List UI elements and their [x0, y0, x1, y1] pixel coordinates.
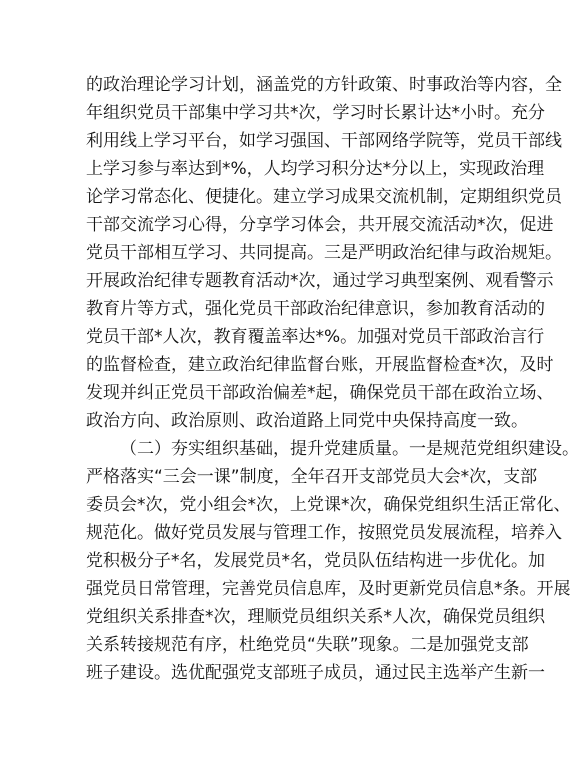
paragraph-line: 班子建设。选优配强党支部班子成员，通过民主选举产生新一 [86, 663, 545, 683]
paragraph-line: 党组织关系排查*次，理顺党员组织关系*人次，确保党员组织 [86, 607, 545, 627]
paragraph-line: 上学习参与率达到*%，人均学习积分达*分以上，实现政治理 [86, 159, 545, 179]
paragraph-line: 的监督检查，建立政治纪律监督台账，开展监督检查*次，及时 [86, 355, 554, 375]
paragraph-line: 干部交流学习心得，分享学习体会，共开展交流活动*次，促进 [86, 215, 554, 235]
paragraph-line: 委员会*次，党小组会*次，上党课*次，确保党组织生活正常化、 [86, 495, 571, 515]
section-heading-line: （二）夯实组织基础，提升党建质量。一是规范党组织建设。 [120, 439, 579, 459]
paragraph-line: 年组织党员干部集中学习共*次，学习时长累计达*小时。充分 [86, 103, 545, 123]
paragraph-line: 开展政治纪律专题教育活动*次，通过学习典型案例、观看警示 [86, 271, 554, 291]
paragraph-line: 利用线上学习平台，如学习强国、干部网络学院等，党员干部线 [86, 131, 562, 151]
paragraph-line: 政治方向、政治原则、政治道路上同党中央保持高度一致。 [86, 411, 528, 431]
paragraph-line: 关系转接规范有序，杜绝党员“失联”现象。二是加强党支部 [86, 635, 529, 655]
paragraph-line: 教育片等方式，强化党员干部政治纪律意识，参加教育活动的 [86, 299, 545, 319]
paragraph-line: 严格落实“三会一课”制度，全年召开支部党员大会*次，支部 [86, 467, 538, 487]
paragraph-line: 强党员日常管理，完善党员信息库，及时更新党员信息*条。开展 [86, 579, 571, 599]
paragraph-line: 规范化。做好党员发展与管理工作，按照党员发展流程，培养入 [86, 523, 562, 543]
paragraph-line: 党员干部*人次，教育覆盖率达*%。加强对党员干部政治言行 [86, 327, 545, 347]
paragraph-line: 论学习常态化、便捷化。建立学习成果交流机制，定期组织党员 [86, 187, 562, 207]
paragraph-line: 党员干部相互学习、共同提高。三是严明政治纪律与政治规矩。 [86, 243, 562, 263]
paragraph-line: 的政治理论学习计划，涵盖党的方针政策、时事政治等内容，全 [86, 75, 562, 95]
paragraph-line: 党积极分子*名，发展党员*名，党员队伍结构进一步优化。加 [86, 551, 545, 571]
paragraph-line: 发现并纠正党员干部政治偏差*起，确保党员干部在政治立场、 [86, 383, 554, 403]
